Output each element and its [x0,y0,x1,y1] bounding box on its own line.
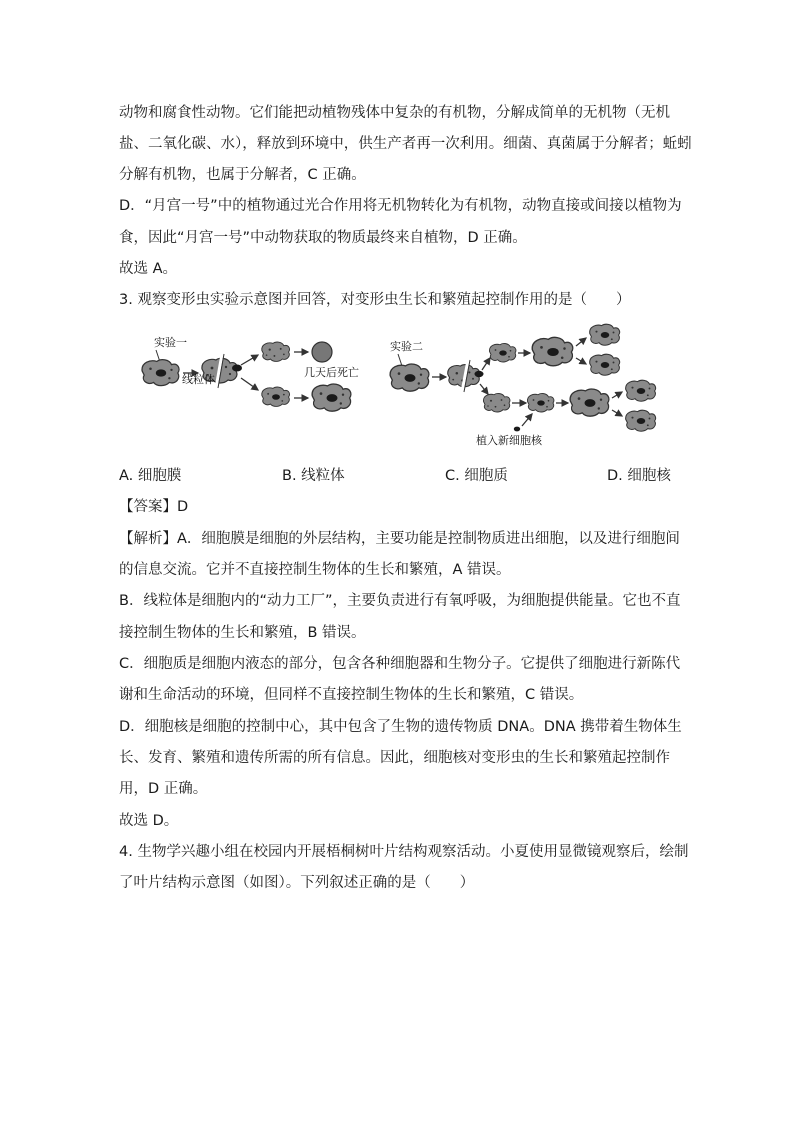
analysis-line: 【解析】A．细胞膜是细胞的外层结构，主要功能是控制物质进出细胞，以及进行细胞间 [119,531,680,547]
amoeba-with-nucleus-2 [390,364,429,391]
analysis-line: 的信息交流。它并不直接控制生物体的生长和繁殖，A 错误。 [119,562,511,578]
analysis-line: 长、发育、繁殖和遗传所需的所有信息。因此，细胞核对变形虫的生长和繁殖起控制作 [119,750,670,766]
upper-daughter-1 [590,324,620,345]
text-line: 盐、二氧化碳、水），释放到环境中，供生产者再一次利用。细菌、真菌属于分解者；蚯蚓 [119,136,692,152]
experiment-2-label: 实验二 [390,340,423,353]
death-label: 几天后死亡 [304,366,359,379]
question-4-stem: 了叶片结构示意图（如图）。下列叙述正确的是（ ） [119,875,475,891]
analysis-line: 用，D 正确。 [119,781,208,797]
implant-nucleus-label: 植入新细胞核 [476,434,542,447]
upper-amoeba [489,343,515,362]
enucleated-2 [483,393,509,412]
text-line: 动物和腐食性动物。它们能把动植物残体中复杂的有机物，分解成简单的无机物（无机 [119,105,670,121]
analysis-line: B．线粒体是细胞内的“动力工厂”，主要负责进行有氧呼吸，为细胞提供能量。它也不直 [119,593,681,609]
amoeba-with-nucleus [142,360,179,386]
text-line: 食，因此“月宫一号”中动物获取的物质最终来自植物，D 正确。 [119,230,527,246]
option-a: A. 细胞膜 [119,468,182,484]
analysis-line: 谢和生命活动的环境，但同样不直接控制生物体的生长和繁殖，C 错误。 [119,687,584,703]
experiment-1-label: 实验一 [154,336,187,349]
analysis-line: D．细胞核是细胞的控制中心，其中包含了生物的遗传物质 DNA。DNA 携带着生物体生 [119,719,682,735]
text-line: D．“月宫一号”中的植物通过光合作用将无机物转化为有机物，动物直接或间接以植物为 [119,198,682,214]
renucleated [527,393,553,412]
enucleated-amoeba [262,342,290,361]
question-3-stem: 3. 观察变形虫实验示意图并回答，对变形虫生长和繁殖起控制作用的是（ ） [119,292,631,308]
dead-cell [312,342,332,362]
nucleated-half [262,387,290,406]
amoeba-experiment-figure [136,318,666,448]
grown-amoeba [312,384,351,411]
upper-grown [532,337,573,365]
text-line: 故选 A。 [119,261,178,277]
analysis-line: 接控制生物体的生长和繁殖，B 错误。 [119,625,366,641]
lower-daughter-2 [626,410,656,431]
question-4-stem: 4. 生物学兴趣小组在校园内开展梧桐树叶片结构观察活动。小夏使用显微镜观察后，绘制 [119,844,689,860]
text-line: 分解有机物，也属于分解者，C 正确。 [119,167,366,183]
lower-daughter-1 [626,380,656,401]
lower-grown [570,389,609,416]
answer-line: 【答案】D [119,499,189,515]
option-c: C. 细胞质 [445,468,508,484]
implanted-nucleus [514,427,520,432]
option-b: B. 线粒体 [282,468,345,484]
option-d: D. 细胞核 [607,468,671,484]
analysis-line: 故选 D。 [119,813,179,829]
analysis-line: C．细胞质是细胞内液态的部分，包含各种细胞器和生物分子。它提供了细胞进行新陈代 [119,656,681,672]
upper-daughter-2 [590,354,620,375]
mitochondria-label: 线粒体 [182,373,215,386]
